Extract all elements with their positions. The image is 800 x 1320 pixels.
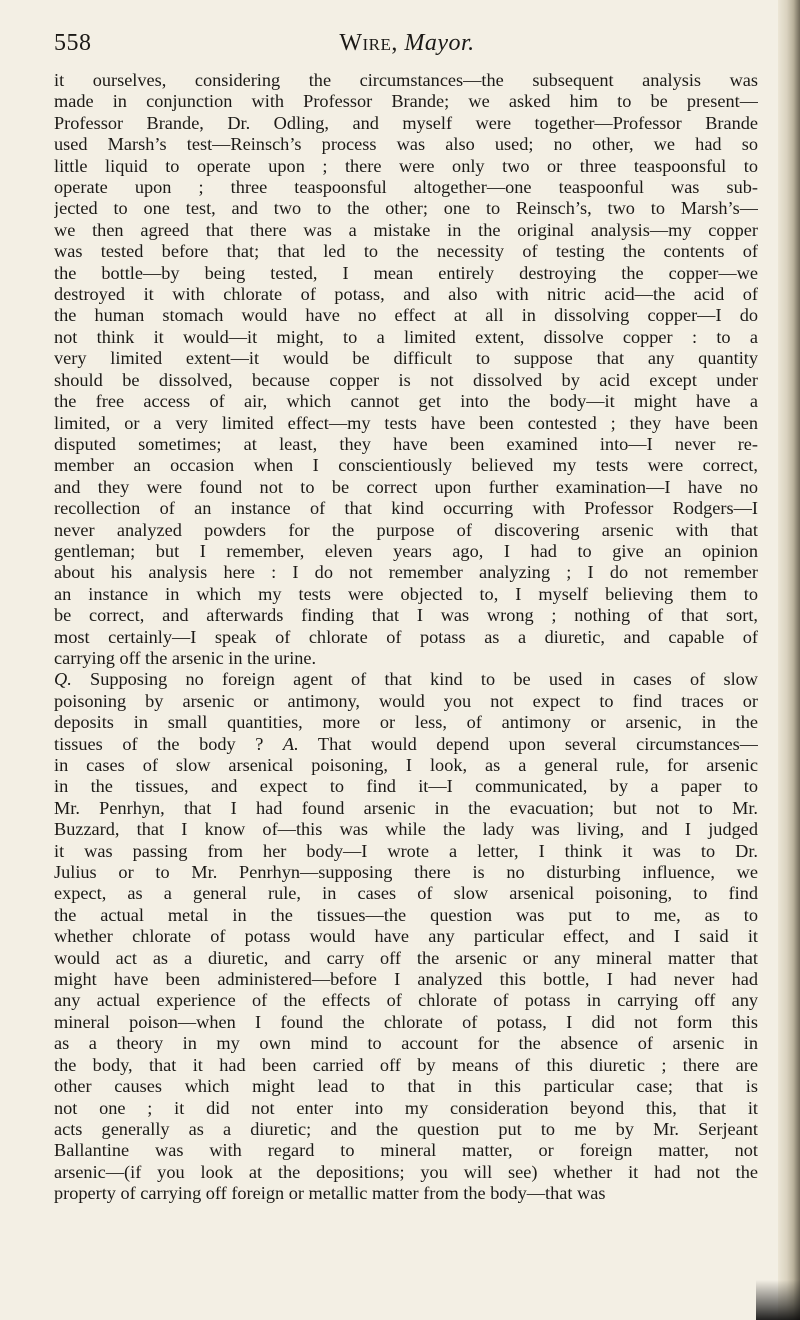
text-line: recollection of an instance of that kind occurring with Professor Rodgers—I [54,498,758,519]
text-line: should be dissolved, because copper is not dissolved by acid except under [54,369,758,390]
text-line: whether chlorate of potass would have any particular effect, and I said it [54,926,758,947]
text-line: Ballantine was with regard to mineral matter, or foreign matter, not [54,1140,758,1161]
text-line: the human stomach would have no effect at all in dissolving copper—I do [54,305,758,326]
text-line: the body, that it had been carried off by means of this diuretic ; there are [54,1054,758,1075]
text-line: the bottle—by being tested, I mean entirely destroying the copper—we [54,262,758,283]
text-line: jected to one test, and two to the other; one to Reinsch’s, two to Marsh’s— [54,198,758,219]
text-line: was tested before that; that led to the necessity of testing the contents of [54,241,758,262]
text-line: as a theory in my own mind to account for the absence of arsenic in [54,1033,758,1054]
text-line: made in conjunction with Professor Brande; we asked him to be present— [54,91,758,112]
text-line: carrying off the arsenic in the urine. [54,647,317,668]
text-line: any actual experience of the effects of chlorate of potass in carrying off any [54,990,758,1011]
text-line: other causes which might lead to that in this particular case; that is [54,1076,758,1097]
text-line: gentleman; but I remember, eleven years ago, I had to give an opinion [54,540,758,561]
text-line: Julius or to Mr. Penrhyn—supposing there is no disturbing influence, we [54,862,758,883]
text-line: Mr. Penrhyn, that I had found arsenic in the evacuation; but not to Mr. [54,797,758,818]
text-line: in cases of slow arsenical poisoning, I look, as a general rule, for arsenic [54,755,758,775]
text-line: in the tissues, and expect to find it—I communicated, by a paper to [54,776,758,797]
text-line: it was passing from her body—I wrote a letter, I think it was to Dr. [54,840,758,861]
text-line: we then agreed that there was a mistake in the original analysis—my copper [54,219,758,240]
text-line: expect, as a general rule, in cases of slow arsenical poisoning, to find [54,883,758,904]
text-line: poisoning by arsenic or antimony, would you not expect to find traces or [54,690,758,711]
page-corner-shadow [756,1280,800,1320]
text-line: it ourselves, considering the circumstances—the subsequent analysis was [54,70,758,90]
text-line: operate upon ; three teaspoonsful altogether—one teaspoonful was sub- [54,177,758,198]
text-line: acts generally as a diuretic; and the question put to me by Mr. Serjeant [54,1118,758,1139]
page-number: 558 [54,30,92,56]
text-line: not think it would—it might, to a limited extent, dissolve copper : to a [54,326,758,347]
text-line: tissues of the body ? A. That would depend upon several circumstances— [54,733,758,754]
text-line: might have been administered—before I analyzed this bottle, I had never had [54,969,758,990]
text-line: an instance in which my tests were objected to, I myself believing them to [54,583,758,604]
page-header [54,26,760,62]
text-line: about his analysis here : I do not remember analyzing ; I do not remember [54,562,758,583]
text-line: most certainly—I speak of chlorate of potass as a diuretic, and capable of [54,626,758,647]
text-line: Buzzard, that I know of—this was while the lady was living, and I judged [54,819,758,840]
text-line: Professor Brande, Dr. Odling, and myself were together—Professor Brande [54,112,758,133]
text-line: member an occasion when I conscientiously believed my tests were correct, [54,455,758,476]
running-head [54,30,760,57]
text-line: the free access of air, which cannot get into the body—it might have a [54,391,758,412]
text-line: never analyzed powders for the purpose of discovering arsenic with that [54,519,758,540]
text-line: arsenic—(if you look at the depositions; you will see) whether it had not the [54,1161,758,1182]
running-head-title: Wire, [339,30,398,56]
body-text [54,70,758,1205]
text-line: be correct, and afterwards finding that I was wrong ; nothing of that sort, [54,605,758,626]
text-line: the actual metal in the tissues—the question was put to me, as to [54,904,758,925]
text-line: Q. Supposing no foreign agent of that kind to be used in cases of slow [54,669,758,690]
text-line: mineral poison—when I found the chlorate of potass, I did not form this [54,1011,758,1032]
text-line: destroyed it with chlorate of potass, and also with nitric acid—the acid of [54,284,758,305]
page-edge-shadow [778,0,800,1320]
text-line: used Marsh’s test—Reinsch’s process was also used; no other, we had so [54,134,758,155]
text-line: limited, or a very limited effect—my tests have been contested ; they have been [54,412,758,433]
text-line: and they were found not to be correct upon further examination—I have no [54,476,758,497]
text-line: not one ; it did not enter into my consideration beyond this, that it [54,1097,758,1118]
text-line: would act as a diuretic, and carry off the arsenic or any mineral matter that [54,947,758,968]
running-head-role: Mayor. [404,30,475,56]
text-line: property of carrying off foreign or metallic matter from the body—that was [54,1183,606,1204]
text-line: disputed sometimes; at least, they have been examined into—I never re- [54,433,758,454]
text-line: little liquid to operate upon ; there were only two or three teaspoonsful to [54,155,758,176]
text-line: deposits in small quantities, more or less, of antimony or arsenic, in the [54,712,758,733]
text-line: very limited extent—it would be difficult to suppose that any quantity [54,348,758,369]
